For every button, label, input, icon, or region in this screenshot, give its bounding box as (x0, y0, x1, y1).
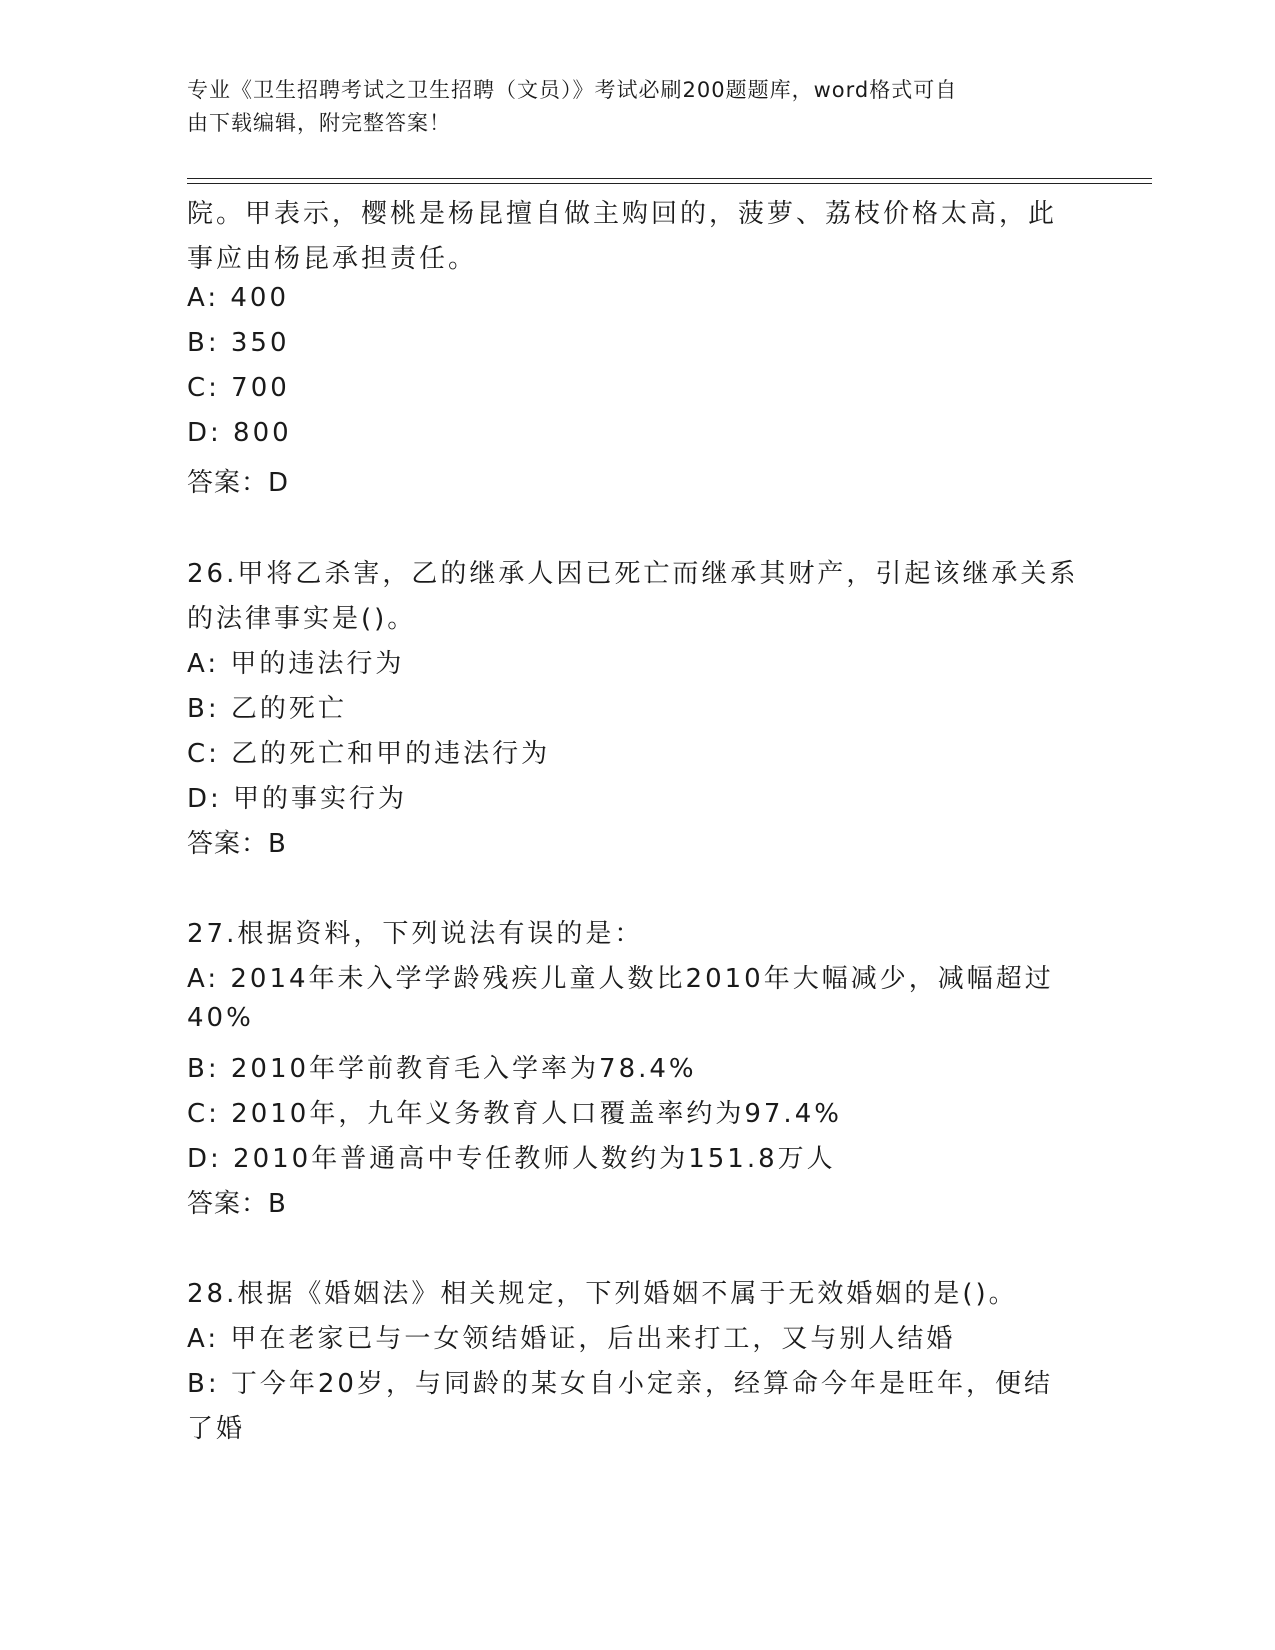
q27-option-a-line-1: A: 2014年未入学学龄残疾儿童人数比2010年大幅减少，减幅超过 (187, 964, 1054, 994)
header-line-1: 专业《卫生招聘考试之卫生招聘（文员）》考试必刷200题题库，word格式可自 (187, 78, 958, 102)
q27-option-b: B: 2010年学前教育毛入学率为78.4% (187, 1054, 697, 1084)
q27-answer: 答案：B (187, 1189, 287, 1219)
header-rule-bottom (187, 183, 1152, 184)
q26-option-b: B: 乙的死亡 (187, 694, 347, 724)
q27-line-1: 27.根据资料，下列说法有误的是： (187, 919, 644, 949)
q27-option-c: C: 2010年，九年义务教育人口覆盖率约为97.4% (187, 1099, 842, 1129)
fragment-answer: 答案：D (187, 468, 290, 498)
q26-option-c: C: 乙的死亡和甲的违法行为 (187, 739, 551, 769)
fragment-line-1: 院。甲表示，樱桃是杨昆擅自做主购回的，菠萝、荔枝价格太高，此 (187, 199, 1058, 229)
q28-line-1: 28.根据《婚姻法》相关规定，下列婚姻不属于无效婚姻的是()。 (187, 1279, 1018, 1309)
header-rule-top (187, 178, 1152, 179)
q26-option-d: D: 甲的事实行为 (187, 784, 408, 814)
fragment-option-c: C: 700 (187, 373, 290, 403)
q26-answer: 答案：B (187, 829, 287, 859)
q28-option-b-line-1: B: 丁今年20岁，与同龄的某女自小定亲，经算命今年是旺年，便结 (187, 1369, 1053, 1399)
q26-line-1: 26.甲将乙杀害，乙的继承人因已死亡而继承其财产，引起该继承关系 (187, 559, 1079, 589)
q28-option-b-line-2: 了婚 (187, 1414, 246, 1444)
fragment-option-b: B: 350 (187, 328, 290, 358)
fragment-line-2: 事应由杨昆承担责任。 (187, 244, 478, 274)
q27-option-a-line-2: 40% (187, 1003, 254, 1033)
document-header (187, 74, 1067, 140)
header-line-2: 由下载编辑，附完整答案！ (187, 111, 451, 135)
q27-option-d: D: 2010年普通高中专任教师人数约为151.8万人 (187, 1144, 836, 1174)
q26-option-a: A: 甲的违法行为 (187, 649, 405, 679)
fragment-option-d: D: 800 (187, 418, 292, 448)
fragment-option-a: A: 400 (187, 283, 289, 313)
q26-line-2: 的法律事实是()。 (187, 604, 417, 634)
q28-option-a: A: 甲在老家已与一女领结婚证，后出来打工，又与别人结婚 (187, 1324, 956, 1354)
